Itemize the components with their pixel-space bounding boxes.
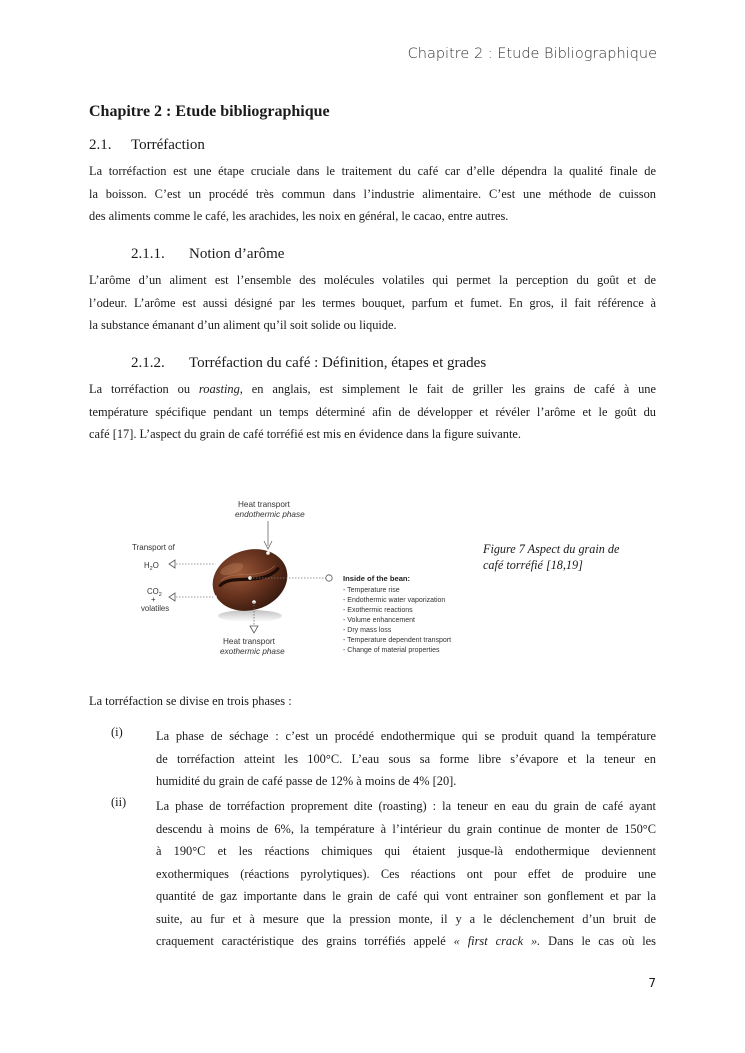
text-line: température spécifique pendant un temps déterminé afin de développer et révéler l’arôme et le goût du [89, 404, 656, 419]
chapter-title: Chapitre 2 : Etude bibliographique [89, 103, 330, 120]
text-line: La torréfaction est une étape cruciale dans le traitement du café car d’elle dépendra la qualité finale de [89, 164, 656, 178]
label-co2: $CO_2$ [147, 587, 162, 598]
label-h2o: $H_2O$ [144, 561, 159, 572]
list-text [156, 725, 656, 793]
coffee-bean-figure [128, 498, 478, 663]
text-line: L’arôme d’un aliment est l’ensemble des molécules volatiles qui permet la perception du goût et de [89, 273, 656, 287]
text-line: quantité de gaz importante dans le grain de café qui vont entrainer son gonflement et par la [156, 889, 656, 903]
paragraph-definition [89, 378, 656, 446]
text-line: descendu à moins de 6%, la température à l’intérieur du grain continue de monter de 150°C [156, 821, 656, 836]
list-number: (i) [111, 725, 123, 739]
figure-caption [483, 541, 653, 573]
italic-term: roasting [198, 382, 240, 396]
text-line: La phase de séchage : c’est un procédé endothermique qui se produit quand la température [156, 729, 656, 743]
paragraph-torrefaction [89, 160, 656, 228]
text-run: La torréfaction ou [89, 382, 199, 396]
label-heat-in-1: Heat transport [238, 500, 290, 509]
list-text [156, 795, 656, 953]
caption-line: café torréfié [18,19] [483, 558, 583, 572]
section-number: 2.1.2. [131, 355, 165, 371]
label-heat-in-2: endothermic phase [235, 510, 305, 519]
inside-item: - Change of material properties [343, 647, 440, 654]
text-line [156, 930, 656, 953]
text-line: café [17]. L’aspect du grain de café torréfié est mis en évidence dans la figure suivante. [89, 427, 521, 441]
running-header: Chapitre 2 : Etude Bibliographique [407, 46, 657, 62]
inside-item: - Temperature rise [343, 587, 400, 594]
inside-item: - Volume enhancement [343, 617, 415, 624]
list-number: (ii) [111, 795, 127, 809]
text-line: l’odeur. L’arôme est aussi désigné par les termes bouquet, parfum et fumet. En gros, il fait référence à [89, 295, 656, 310]
text-line [89, 378, 656, 401]
label-heat-out-1: Heat transport [223, 637, 275, 646]
text-line: la substance émanant d’un aliment qu’il soit solide ou liquide. [89, 318, 397, 332]
arrow-left-icon [169, 593, 175, 601]
section-heading-2-1-2 [131, 355, 486, 372]
phases-intro [89, 690, 656, 713]
inside-title: Inside of the bean: [343, 574, 411, 583]
phase-item-1 [89, 725, 656, 795]
text-line: La torréfaction se divise en trois phases : [89, 694, 292, 708]
section-heading-2-1 [89, 137, 205, 154]
circle-marker-icon [326, 575, 332, 581]
bean-dot [215, 562, 219, 566]
text-line: la boisson. C’est un procédé très commun dans l’industrie alimentaire. C’est une méthode de cuisson [89, 186, 656, 201]
label-transport-of: Transport of [132, 543, 175, 552]
italic-term: « first crack ». [453, 934, 541, 948]
text-line: des aliments comme le café, les arachides, les noix en général, le cacao, entre autres. [89, 209, 509, 223]
bean-dot [213, 595, 217, 599]
section-title: Notion d’arôme [189, 246, 285, 262]
label-heat-out-2: exothermic phase [220, 647, 285, 656]
section-title: Torréfaction [131, 137, 205, 153]
section-number: 2.1.1. [131, 246, 165, 262]
arrow-down-icon [250, 626, 258, 633]
bean-dot [266, 551, 270, 555]
text-line: exothermiques (réactions pyrolytiques). Ces réactions ont pour effet de produire une [156, 866, 656, 881]
label-plus: + [151, 595, 156, 604]
coffee-bean-icon [205, 540, 296, 621]
section-heading-2-1-1 [131, 246, 284, 263]
text-run: , en anglais, est simplement le fait de griller les grains de café à une [239, 382, 656, 396]
bean-shadow [218, 610, 282, 622]
paragraph-arome [89, 269, 656, 337]
section-title: Torréfaction du café : Définition, étapes et grades [189, 355, 487, 371]
text-line: La phase de torréfaction proprement dite (roasting) : la teneur en eau du grain de café ayant [156, 799, 656, 813]
inside-item: - Endothermic water vaporization [343, 597, 446, 604]
text-line: à 190°C et les réactions chimiques qui étaient jusque-là endothermique deviennent [156, 844, 656, 858]
text-line: de torréfaction atteint les 100°C. L’eau sous sa forme libre s’évapore et la teneur en [156, 751, 656, 766]
inside-item: - Exothermic reactions [343, 607, 413, 614]
page-number: 7 [648, 976, 656, 990]
arrow-left-icon [169, 560, 175, 568]
inside-item: - Temperature dependent transport [343, 637, 452, 644]
phase-item-2 [89, 795, 656, 960]
text-line: suite, au fur et à mesure que la pression monte, il y a le déclenchement d’un bruit de [156, 911, 656, 926]
text-line: humidité du grain de café passe de 12% à moins de 4% [20]. [156, 774, 457, 788]
section-number: 2.1. [89, 137, 112, 153]
inside-item: - Dry mass loss [343, 627, 392, 634]
caption-line: Figure 7 Aspect du grain de [483, 542, 620, 556]
text-run: Dans le cas où les [540, 934, 656, 948]
label-volatiles: volatiles [141, 604, 170, 613]
text-run: craquement caractéristique des grains torréfiés appelé [156, 934, 454, 948]
